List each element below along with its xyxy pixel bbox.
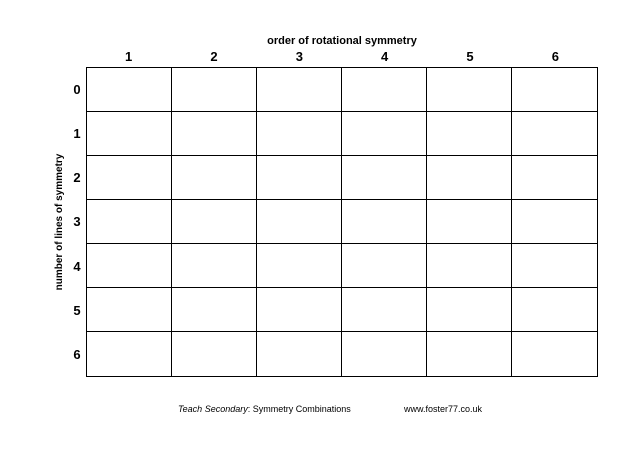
x-axis-title: order of rotational symmetry <box>267 35 417 47</box>
grid-cell <box>427 288 512 332</box>
row-header: 5 <box>73 303 81 319</box>
grid-cell <box>512 332 597 376</box>
column-header: 2 <box>210 49 218 64</box>
grid-cell <box>342 68 427 112</box>
row-header: 0 <box>73 81 81 97</box>
column-header: 5 <box>466 49 474 64</box>
grid-cell <box>427 156 512 200</box>
column-header: 3 <box>295 49 303 64</box>
grid-cell <box>427 200 512 244</box>
grid-cell <box>257 112 342 156</box>
row-header: 6 <box>73 347 81 363</box>
grid-cell <box>87 288 172 332</box>
grid-cell <box>512 112 597 156</box>
footer-title <box>178 404 351 415</box>
y-axis-title: number of lines of symmetry <box>54 153 65 291</box>
grid-cell <box>87 68 172 112</box>
row-header: 2 <box>73 170 81 186</box>
row-header: 4 <box>73 258 81 274</box>
grid-cell <box>342 244 427 288</box>
grid-cell <box>172 68 257 112</box>
grid-cell <box>172 288 257 332</box>
grid-cell <box>342 288 427 332</box>
footer-url: www.foster77.co.uk <box>404 404 483 414</box>
grid-cell <box>172 332 257 376</box>
grid-cell <box>512 244 597 288</box>
grid-cell <box>427 244 512 288</box>
grid-cell <box>257 200 342 244</box>
grid-cell <box>512 288 597 332</box>
grid-cell <box>257 156 342 200</box>
footer-publisher: Teach Secondary <box>178 404 248 414</box>
grid-cell <box>512 68 597 112</box>
column-headers <box>86 50 598 64</box>
grid-cell <box>342 112 427 156</box>
row-header: 3 <box>73 214 81 230</box>
grid-cell <box>87 244 172 288</box>
row-header: 1 <box>73 125 81 141</box>
grid-cell <box>427 112 512 156</box>
grid-cell <box>427 332 512 376</box>
grid-cell <box>257 332 342 376</box>
grid-cell <box>172 200 257 244</box>
column-header: 6 <box>551 49 559 64</box>
grid-cell <box>172 112 257 156</box>
grid-cell <box>342 156 427 200</box>
grid-cell <box>342 332 427 376</box>
grid-cell <box>342 200 427 244</box>
grid-cell <box>87 112 172 156</box>
row-headers <box>68 67 86 377</box>
column-header: 4 <box>381 49 389 64</box>
grid-cell <box>257 244 342 288</box>
grid-cell <box>172 244 257 288</box>
grid-cell <box>512 156 597 200</box>
grid-cell <box>427 68 512 112</box>
grid-cell <box>87 332 172 376</box>
grid-cell <box>512 200 597 244</box>
column-header: 1 <box>125 49 133 64</box>
symmetry-grid <box>86 67 598 377</box>
grid-cell <box>172 156 257 200</box>
grid-cell <box>257 288 342 332</box>
grid-cell <box>257 68 342 112</box>
grid-cell <box>87 156 172 200</box>
footer-worksheet-name: : Symmetry Combinations <box>247 404 351 414</box>
grid-cell <box>87 200 172 244</box>
